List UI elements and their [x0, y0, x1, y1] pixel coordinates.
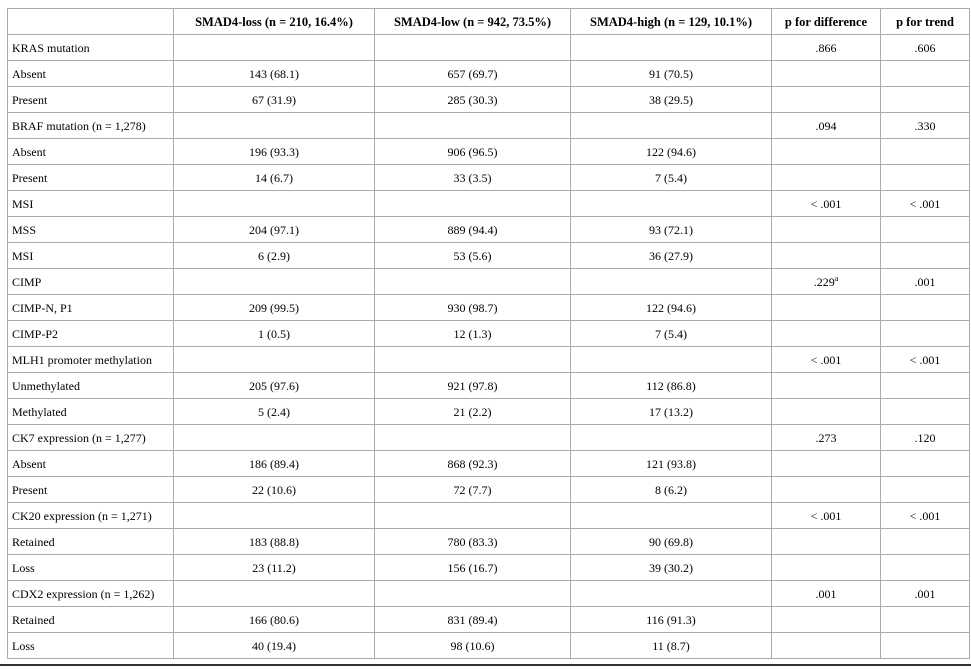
cell-smad4-high: [571, 295, 772, 321]
header-cell-smad4-low: SMAD4-low (n = 942, 73.5%): [375, 9, 571, 35]
footnote-marker: a: [834, 273, 839, 283]
cell-p-difference: [772, 217, 881, 243]
cell-smad4-high: [571, 321, 772, 347]
cell-smad4-low: [375, 425, 571, 451]
cell-p-trend-text: .001: [914, 274, 936, 289]
cell-smad4-low: [375, 217, 571, 243]
cell-p-trend: [881, 61, 970, 87]
table-row: [8, 87, 970, 113]
cell-smad4-loss: [174, 321, 375, 347]
cell-p-difference-text: < .001: [810, 508, 842, 523]
cell-smad4-high: [571, 35, 772, 61]
cell-p-difference: [772, 87, 881, 113]
cell-smad4-high: [571, 243, 772, 269]
cell-smad4-loss-text: 23 (11.2): [252, 560, 296, 575]
row-label: [8, 555, 174, 581]
cell-smad4-low-text: 906 (96.5): [447, 144, 498, 159]
cell-smad4-high: [571, 425, 772, 451]
cell-smad4-loss-text: 183 (88.8): [249, 534, 299, 549]
cell-smad4-high-text: 17 (13.2): [649, 404, 693, 419]
row-label-text: Unmethylated: [12, 378, 80, 393]
cell-p-trend: [881, 503, 970, 529]
cell-p-difference: [772, 113, 881, 139]
row-label-text: Present: [12, 170, 48, 185]
row-label: [8, 451, 174, 477]
cell-smad4-low-text: 285 (30.3): [447, 92, 498, 107]
cell-p-difference: [772, 425, 881, 451]
table-row: [8, 165, 970, 191]
cell-smad4-low: [375, 373, 571, 399]
cell-p-trend-text: .606: [914, 40, 936, 55]
cell-smad4-low-text: 12 (1.3): [453, 326, 492, 341]
cell-smad4-loss: [174, 217, 375, 243]
cell-p-difference: [772, 139, 881, 165]
cell-smad4-low: [375, 165, 571, 191]
cell-smad4-high-text: 7 (5.4): [655, 326, 687, 341]
cell-p-trend: [881, 529, 970, 555]
cell-smad4-high-text: 122 (94.6): [646, 300, 696, 315]
table-row: [8, 633, 970, 659]
cell-smad4-low: [375, 295, 571, 321]
cell-smad4-loss: [174, 139, 375, 165]
row-label: [8, 581, 174, 607]
cell-smad4-high-text: 36 (27.9): [649, 248, 693, 263]
row-label-text: MLH1 promoter methylation: [12, 352, 152, 367]
cell-smad4-loss-text: 40 (19.4): [252, 638, 296, 653]
cell-p-trend-text: < .001: [909, 352, 941, 367]
row-label-text: Methylated: [12, 404, 67, 419]
cell-p-difference: [772, 555, 881, 581]
cell-p-difference: [772, 529, 881, 555]
cell-smad4-low-text: 889 (94.4): [447, 222, 498, 237]
row-label: [8, 477, 174, 503]
results-table: [7, 8, 970, 659]
row-label: [8, 529, 174, 555]
row-label-text: MSI: [12, 196, 34, 211]
cell-p-difference-text: .273: [815, 430, 837, 445]
row-label: [8, 633, 174, 659]
table-body: [8, 35, 970, 659]
cell-p-trend: [881, 165, 970, 191]
table-row: [8, 295, 970, 321]
table-row: [8, 477, 970, 503]
row-label: [8, 61, 174, 87]
row-label: [8, 503, 174, 529]
cell-p-trend: [881, 425, 970, 451]
table-row: [8, 347, 970, 373]
cell-smad4-low: [375, 191, 571, 217]
cell-smad4-low-text: 868 (92.3): [447, 456, 498, 471]
cell-p-difference: [772, 295, 881, 321]
table-row: [8, 581, 970, 607]
cell-smad4-loss: [174, 243, 375, 269]
row-label: [8, 269, 174, 295]
row-label-text: Absent: [12, 66, 46, 81]
row-label-text: Absent: [12, 144, 46, 159]
cell-smad4-high-text: 112 (86.8): [646, 378, 696, 393]
cell-smad4-loss-text: 186 (89.4): [249, 456, 299, 471]
row-label: [8, 607, 174, 633]
cell-smad4-loss-text: 67 (31.9): [252, 92, 296, 107]
cell-smad4-loss-text: 1 (0.5): [258, 326, 290, 341]
cell-smad4-loss: [174, 581, 375, 607]
cell-smad4-low: [375, 503, 571, 529]
cell-smad4-loss: [174, 425, 375, 451]
table-row: [8, 451, 970, 477]
table-row: [8, 113, 970, 139]
table-row: [8, 529, 970, 555]
cell-p-difference: [772, 269, 881, 295]
row-label: [8, 373, 174, 399]
cell-smad4-high-text: 91 (70.5): [649, 66, 693, 81]
cell-smad4-loss: [174, 191, 375, 217]
cell-smad4-low: [375, 139, 571, 165]
cell-smad4-loss-text: 204 (97.1): [249, 222, 299, 237]
row-label: [8, 35, 174, 61]
cell-p-difference: [772, 451, 881, 477]
cell-p-trend: [881, 139, 970, 165]
table-row: [8, 425, 970, 451]
cell-smad4-high: [571, 347, 772, 373]
cell-p-trend: [881, 581, 970, 607]
cell-smad4-low-text: 21 (2.2): [453, 404, 492, 419]
cell-smad4-low-text: 780 (83.3): [447, 534, 498, 549]
cell-p-difference: [772, 165, 881, 191]
cell-p-trend: [881, 113, 970, 139]
cell-p-trend: [881, 217, 970, 243]
row-label-text: MSS: [12, 222, 37, 237]
cell-smad4-low-text: 657 (69.7): [447, 66, 498, 81]
row-label: [8, 425, 174, 451]
cell-p-difference: [772, 321, 881, 347]
row-label-text: BRAF mutation (n = 1,278): [12, 118, 146, 133]
cell-smad4-high-text: 7 (5.4): [655, 170, 687, 185]
cell-p-difference: [772, 347, 881, 373]
cell-smad4-low: [375, 269, 571, 295]
cell-smad4-high-text: 90 (69.8): [649, 534, 693, 549]
cell-p-trend-text: .001: [914, 586, 936, 601]
cell-smad4-low-text: 53 (5.6): [453, 248, 492, 263]
table-row: [8, 373, 970, 399]
cell-smad4-low: [375, 581, 571, 607]
cell-smad4-low: [375, 35, 571, 61]
cell-smad4-low-text: 98 (10.6): [450, 638, 495, 653]
table-row: [8, 243, 970, 269]
cell-smad4-high: [571, 529, 772, 555]
cell-smad4-loss: [174, 555, 375, 581]
cell-smad4-high: [571, 607, 772, 633]
table-row: [8, 607, 970, 633]
cell-smad4-high: [571, 113, 772, 139]
cell-smad4-high: [571, 399, 772, 425]
cell-smad4-loss: [174, 399, 375, 425]
row-label: [8, 321, 174, 347]
cell-smad4-high: [571, 555, 772, 581]
row-label: [8, 113, 174, 139]
cell-smad4-low: [375, 113, 571, 139]
cell-smad4-loss-text: 14 (6.7): [255, 170, 293, 185]
cell-p-trend: [881, 191, 970, 217]
header-cell-smad4-high: SMAD4-high (n = 129, 10.1%): [571, 9, 772, 35]
cell-smad4-high: [571, 165, 772, 191]
cell-p-difference: [772, 607, 881, 633]
row-label: [8, 399, 174, 425]
row-label-text: Absent: [12, 456, 46, 471]
cell-smad4-low: [375, 633, 571, 659]
cell-p-difference-text: .866: [815, 40, 837, 55]
cell-smad4-high-text: 39 (30.2): [649, 560, 693, 575]
cell-p-difference-text: .001: [815, 586, 837, 601]
cell-p-trend: [881, 347, 970, 373]
cell-smad4-high-text: 122 (94.6): [646, 144, 696, 159]
header-row: [8, 9, 970, 35]
cell-p-difference: [772, 35, 881, 61]
cell-smad4-loss-text: 205 (97.6): [249, 378, 299, 393]
cell-smad4-low: [375, 555, 571, 581]
cell-smad4-loss: [174, 477, 375, 503]
cell-p-difference: [772, 503, 881, 529]
cell-smad4-loss-text: 209 (99.5): [249, 300, 299, 315]
row-label-text: MSI: [12, 248, 34, 263]
cell-smad4-low-text: 921 (97.8): [447, 378, 498, 393]
cell-smad4-loss-text: 143 (68.1): [249, 66, 299, 81]
cell-smad4-high: [571, 269, 772, 295]
table-row: [8, 321, 970, 347]
cell-smad4-low-text: 156 (16.7): [447, 560, 498, 575]
row-label-text: CIMP-N, P1: [12, 300, 73, 315]
row-label: [8, 165, 174, 191]
table-row: [8, 399, 970, 425]
cell-smad4-low-text: 930 (98.7): [447, 300, 498, 315]
cell-p-trend: [881, 295, 970, 321]
cell-smad4-loss: [174, 113, 375, 139]
cell-smad4-loss: [174, 607, 375, 633]
cell-smad4-loss: [174, 373, 375, 399]
cell-smad4-low: [375, 399, 571, 425]
cell-p-difference: [772, 191, 881, 217]
row-label-text: CIMP-P2: [12, 326, 59, 341]
cell-smad4-loss: [174, 269, 375, 295]
cell-p-difference: [772, 399, 881, 425]
row-label-text: Retained: [12, 534, 55, 549]
row-label-text: Present: [12, 482, 48, 497]
cell-smad4-low-text: 72 (7.7): [453, 482, 492, 497]
cell-smad4-low: [375, 477, 571, 503]
cell-p-trend-text: < .001: [909, 196, 941, 211]
table-header: [8, 9, 970, 35]
row-label-text: Retained: [12, 612, 55, 627]
cell-p-trend: [881, 35, 970, 61]
cell-p-trend-text: .330: [914, 118, 936, 133]
table-row: [8, 269, 970, 295]
cell-smad4-high: [571, 451, 772, 477]
cell-smad4-high: [571, 61, 772, 87]
row-label: [8, 139, 174, 165]
row-label-text: Present: [12, 92, 48, 107]
cell-smad4-loss: [174, 295, 375, 321]
cell-smad4-high-text: 11 (8.7): [652, 638, 690, 653]
cell-smad4-low: [375, 61, 571, 87]
table-row: [8, 503, 970, 529]
cell-p-difference: [772, 61, 881, 87]
table-row: [8, 191, 970, 217]
cell-smad4-low: [375, 87, 571, 113]
row-label: [8, 295, 174, 321]
cell-smad4-loss: [174, 633, 375, 659]
cell-smad4-low: [375, 243, 571, 269]
cell-smad4-loss: [174, 165, 375, 191]
header-cell-smad4-loss: SMAD4-loss (n = 210, 16.4%): [174, 9, 375, 35]
cell-p-difference: [772, 243, 881, 269]
header-cell-p-trend: p for trend: [881, 9, 970, 35]
cell-smad4-low: [375, 451, 571, 477]
cell-smad4-low-text: 831 (89.4): [447, 612, 498, 627]
cell-smad4-loss: [174, 35, 375, 61]
cell-smad4-high-text: 38 (29.5): [649, 92, 693, 107]
row-label: [8, 217, 174, 243]
cell-p-trend: [881, 451, 970, 477]
cell-smad4-low: [375, 321, 571, 347]
row-label: [8, 87, 174, 113]
cell-smad4-high: [571, 139, 772, 165]
cell-p-trend: [881, 477, 970, 503]
cell-smad4-high: [571, 581, 772, 607]
cell-p-difference-text: < .001: [810, 196, 842, 211]
cell-p-trend: [881, 243, 970, 269]
row-label: [8, 347, 174, 373]
cell-p-trend-text: < .001: [909, 508, 941, 523]
row-label-text: Loss: [12, 638, 35, 653]
table-row: [8, 139, 970, 165]
cell-smad4-loss: [174, 503, 375, 529]
table-row: [8, 217, 970, 243]
cell-p-trend: [881, 607, 970, 633]
row-label: [8, 191, 174, 217]
row-label-text: CK20 expression (n = 1,271): [12, 508, 152, 523]
cell-smad4-high: [571, 477, 772, 503]
cell-p-difference: [772, 477, 881, 503]
row-label-text: CK7 expression (n = 1,277): [12, 430, 146, 445]
cell-p-difference-text: .094: [815, 118, 837, 133]
cell-smad4-high: [571, 373, 772, 399]
cell-smad4-high: [571, 191, 772, 217]
row-label-text: KRAS mutation: [12, 40, 90, 55]
cell-p-trend: [881, 87, 970, 113]
cell-smad4-low: [375, 529, 571, 555]
row-label-text: CDX2 expression (n = 1,262): [12, 586, 155, 601]
cell-smad4-low-text: 33 (3.5): [453, 170, 492, 185]
cell-p-difference: [772, 373, 881, 399]
cell-smad4-high: [571, 503, 772, 529]
cell-smad4-high: [571, 217, 772, 243]
cell-smad4-high-text: 121 (93.8): [646, 456, 696, 471]
cell-smad4-loss-text: 196 (93.3): [249, 144, 299, 159]
cell-smad4-loss: [174, 451, 375, 477]
table-row: [8, 61, 970, 87]
row-label: [8, 243, 174, 269]
table-row: [8, 35, 970, 61]
cell-smad4-loss: [174, 87, 375, 113]
cell-p-trend: [881, 373, 970, 399]
cell-p-trend-text: .120: [914, 430, 936, 445]
row-label-text: CIMP: [12, 274, 42, 289]
cell-smad4-loss-text: 5 (2.4): [258, 404, 290, 419]
bottom-rule: [0, 664, 971, 666]
cell-smad4-loss: [174, 529, 375, 555]
cell-smad4-high: [571, 633, 772, 659]
cell-smad4-high: [571, 87, 772, 113]
cell-p-difference-text: .229: [813, 274, 835, 289]
row-label-text: Loss: [12, 560, 35, 575]
cell-smad4-loss-text: 6 (2.9): [258, 248, 290, 263]
cell-smad4-high-text: 8 (6.2): [655, 482, 687, 497]
cell-smad4-loss-text: 166 (80.6): [249, 612, 299, 627]
header-cell-p-difference: p for difference: [772, 9, 881, 35]
header-cell-variable: [8, 9, 174, 35]
cell-p-difference-text: < .001: [810, 352, 842, 367]
cell-smad4-low: [375, 347, 571, 373]
cell-smad4-high-text: 93 (72.1): [649, 222, 693, 237]
table-row: [8, 555, 970, 581]
cell-smad4-low: [375, 607, 571, 633]
cell-p-trend: [881, 321, 970, 347]
cell-p-trend: [881, 269, 970, 295]
cell-smad4-loss: [174, 61, 375, 87]
cell-p-difference: [772, 581, 881, 607]
cell-p-difference: [772, 633, 881, 659]
cell-smad4-loss: [174, 347, 375, 373]
cell-p-trend: [881, 399, 970, 425]
cell-smad4-loss-text: 22 (10.6): [252, 482, 296, 497]
cell-smad4-high-text: 116 (91.3): [646, 612, 696, 627]
cell-p-trend: [881, 633, 970, 659]
cell-p-trend: [881, 555, 970, 581]
